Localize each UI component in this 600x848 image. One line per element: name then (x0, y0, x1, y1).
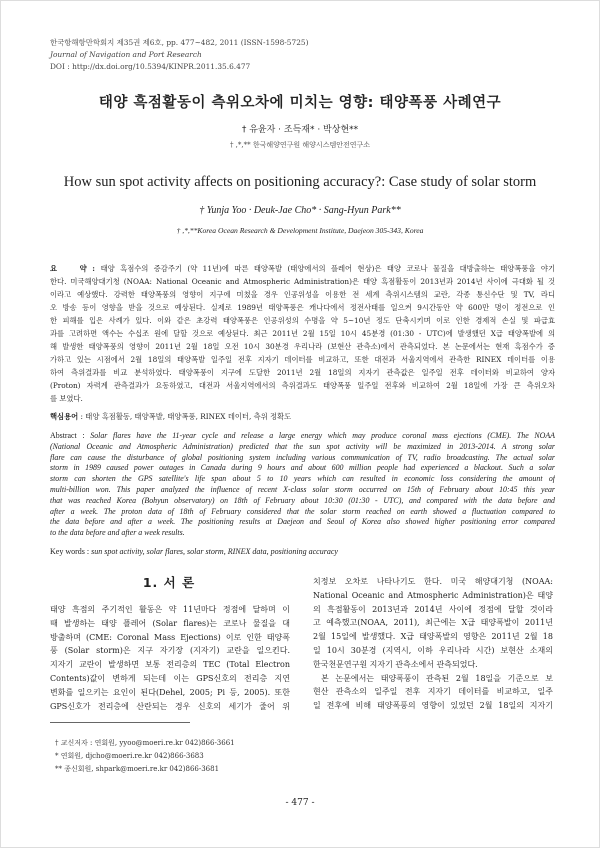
body-line: 현산 관측소의 일주일 전후 지자기 데이터를 비교하고, 일주 (313, 687, 553, 697)
journal-name-en: Journal of Navigation and Port Research (50, 50, 202, 59)
keywords-english-text: sun spot activity, solar flares, solar storm, RINEX data, positioning accuracy (91, 547, 338, 556)
affiliation-korean: † ,*,** 한국해양연구원 해양시스템안전연구소 (229, 141, 371, 149)
footnotes (55, 737, 235, 776)
authors-english: † Yunja Yoo · Deuk-Jae Cho* · Sang-Hyun Park** (199, 205, 401, 216)
abstract-line-text: storm can shorten the GPS satellite's life span about 5 to 10 years which can resulted in economic loss considering the amount of (50, 474, 555, 484)
abstract-line (50, 314, 555, 327)
affiliation-english: † ,*,**Korea Ocean Research & Development Institute, Daejeon 305-343, Korea (176, 226, 424, 235)
abstract-line (50, 463, 555, 474)
body-line: 고 예측했고(NOAA, 2011), 최근에는 X급 태양폭발이 2011년 (313, 618, 553, 628)
abstract-line (50, 442, 555, 453)
keywords-korean (50, 411, 555, 422)
body-line: 방출하며 (CME: Coronal Mass Ejections) 이로 인한 태양폭 (50, 632, 290, 642)
body-line: 2월 15일에 발생했다. X급 태양폭발의 영향은 2011년 2월 18 (313, 632, 553, 642)
abstract-line-text: 오 방송 등이 영향을 받을 것으로 예상된다. 실제로 1989년 태양폭풍은 캐나다에서 정전사태를 일으켜 9시간동안 약 600만 명이 정전으로 인 (50, 303, 555, 312)
abstract-line-text: 태양 흑점수의 증감주기 (약 11년)에 따른 태양폭발 (태양에서의 플레어 현상)은 태양 코로나 물질을 대방출하는 태양폭풍을 야기 (100, 264, 555, 273)
abstract-line-text: 를 보였다. (50, 394, 83, 403)
abstract-line-text: 한다. 미국해양대기청 (NOAA: National Oceanic and Atmospheric Administration)은 태양 흑점활동이 2013년과 2014년 사이에 극대화 될 것 (50, 277, 555, 286)
abstract-line-text: the data before and after a week. The positioning results at Daejeon and Seoul of Korea also showed higher positioning error compared (50, 517, 555, 527)
body-line: 지자기 교란이 발생하면 보통 전리층의 TEC (Total Electron (50, 660, 290, 670)
page-number: - 477 - (285, 798, 315, 808)
authors-korean: † 유윤자 · 조득재* · 박상현** (241, 125, 359, 135)
abstract-line-text: 과를 고려하면 액수는 수십조 원에 달할 것으로 예상된다. 최근 2011년 2월 15일 10시 45분경 (01:30 - UTC)에 발생했던 X급 태양폭발에 의 (50, 329, 555, 338)
abstract-line (50, 379, 555, 392)
body-column-left (50, 603, 290, 713)
abstract-line-text: (National Oceanic and Atmospheric Administration) predicted that the sun spot activity will be maximized in 2013-2014. A strong solar (50, 441, 555, 451)
abstract-line (50, 517, 555, 528)
abstract-line-text: flare can cause the disturbance of global positioning system including various communication of TV, radio broadcasting. The actual solar (50, 452, 555, 462)
abstract-english-label: Abstract : (50, 431, 91, 440)
abstract-line (50, 301, 555, 314)
body-line: National Oceanic and Atmospheric Administration)은 태양 (313, 590, 553, 600)
abstract-line-text: Solar flares have the 11-year cycle and release a large energy which may produce coronal mass ejections (CME). The NOAA (90, 431, 555, 440)
abstract-line (50, 262, 555, 275)
abstract-line-text: 하여 측위결과를 비교 분석하였다. 태양폭풍이 지구에 도달한 2011년 2월 18일의 지자기 관측값은 일주일 전후 데이터와 비교하여 양자 (50, 368, 555, 377)
footnote: ** 종신회원, shpark@moeri.re.kr 042)866-3681 (55, 765, 220, 773)
keywords-english (50, 546, 555, 557)
abstract-line (50, 275, 555, 288)
journal-citation: 한국항해항만학회지 제35권 제6호, pp. 477~482, 2011 (ISSN-1598-5725) (50, 38, 309, 47)
abstract-line (50, 474, 555, 485)
abstract-line-text: 이라고 예상했다. 강력한 태양폭풍의 영향이 지구에 미쳤을 경우 인공위성을 이용한 전 세계 측위시스템의 교란, 각종 통신수단 및 TV, 라디 (50, 290, 555, 299)
footnote: * 연회원, djcho@moeri.re.kr 042)866-3683 (55, 752, 204, 760)
abstract-line-text: (Proton) 자력계 관측결과가 요동하였고, 대전과 서울지역에서의 측위결과도 태양폭풍 일주일 전후와 비교하여 2월 18일에 가장 큰 측위오차 (50, 381, 555, 390)
journal-header (50, 37, 309, 73)
abstract-line (50, 485, 555, 496)
section-heading-introduction: 1. 서 론 (142, 575, 196, 590)
abstract-line-text: 가하고 있는 시점에서 2월 18일의 태양폭발 일주일 전후 지자기 데이터를 비교하고, 또한 대전과 서울지역에서 관측한 RINEX 데이터를 이용 (50, 355, 555, 364)
body-line: 한국천문연구원 지자기 관측소에서 관측되었다. (313, 659, 478, 669)
keywords-english-label: Key words : (50, 547, 92, 556)
body-line: 때 발생하는 태양 플레어 (Solar flares)는 코로나 물질을 대 (50, 618, 290, 628)
abstract-line (50, 392, 555, 405)
abstract-line-text: 한 피해를 입은 사례가 있다. 이와 같은 초강력 태양폭풍은 인공위성의 수명을 약 5~10년 정도 단축시키며 이로 인한 경제적 손실 및 파급효 (50, 316, 555, 325)
body-line: 의 흑점활동이 2013년과 2014년 사이에 정점에 달할 것이라 (313, 604, 553, 614)
body-line: 태양 흑점의 주기적인 활동은 약 11년마다 정점에 달하며 이 (50, 605, 290, 614)
keywords-korean-text: : 태양 흑점활동, 태양폭발, 태양폭풍, RINEX 데이터, 측위 정확도 (78, 412, 292, 421)
title-english: How sun spot activity affects on positioning accuracy?: Case study of solar storm (63, 174, 537, 190)
body-line: 풍 (Solar storm)은 지구 자기장 (지자기) 교란을 일으킨다. (50, 646, 290, 656)
abstract-line (50, 496, 555, 507)
title-korean: 태양 흑점활동이 측위오차에 미치는 영향: 태양폭풍 사례연구 (98, 95, 502, 111)
abstract-line (50, 353, 555, 366)
body-line: 일 전후에 비해 태양폭풍의 영향이 있었던 2월 18일의 지자기 (313, 701, 553, 711)
abstract-line-text: after a week. The proton data of 18th of February considered that the solar storm reached on earth showed a fluctuation compared to (50, 506, 555, 516)
body-line: GPS신호가 전리층에 산란되는 경우 신호의 세기가 줄어 위 (50, 701, 290, 711)
body-line: 일 10시 30분경 (지역시, 이하 우리나라 시간) 보현산 소재의 (313, 645, 553, 655)
keywords-korean-label: 핵심용어 (50, 412, 79, 421)
abstract-line (50, 528, 555, 539)
abstract-english (50, 431, 555, 539)
footnote: † 교신저자 : 연회원, yyoo@moeri.re.kr 042)866-3661 (55, 739, 235, 747)
body-line: 본 논문에서는 태양폭풍이 관측된 2월 18일을 기준으로 보 (321, 673, 553, 683)
abstract-line (50, 453, 555, 464)
body-line: 치정보 오차로 나타나기도 한다. 미국 해양대기청 (NOAA: (313, 577, 553, 586)
abstract-korean (50, 262, 555, 405)
abstract-line-text: 해 발생한 태양폭풍의 영향이 2011년 2월 18일 오전 10시 30분경 우리나라 (보현산 관측소)에서 관측되었다. 본 논문에서는 현재 흑점수가 증 (50, 342, 555, 351)
abstract-line-text: that was reached Korea (Bohyun observatory) on 18th of February about 10:30 (01:30 - UTC), and compared with the data before and (50, 495, 555, 505)
abstract-line-text: multi-billion won. This paper analyzed the influence of recent X-class solar storm occurred on 15th of February about 10:45 this year (50, 484, 555, 494)
abstract-line (50, 340, 555, 353)
body-line: Contents)값이 변하게 되는데 이는 GPS신호의 전리층 지연 (50, 673, 290, 683)
body-line: 변화를 일으키는 요인이 된다(Dehel, 2005; Pi 등, 2005). 또한 (50, 687, 290, 697)
footnote-divider (50, 722, 190, 723)
body-column-right (313, 575, 553, 713)
abstract-line-text: to the data before and after a week results. (50, 528, 185, 538)
doi-link[interactable]: DOI : http://dx.doi.org/10.5394/KINPR.2011.35.6.477 (50, 62, 251, 71)
abstract-line-text: storm in 1989 caused power outages in Canada during 9 hours and about 600 million people had experienced a blackout. Such a solar (50, 463, 555, 473)
abstract-line (50, 431, 555, 442)
abstract-line (50, 507, 555, 518)
abstract-line (50, 327, 555, 340)
abstract-line (50, 288, 555, 301)
abstract-line (50, 366, 555, 379)
abstract-korean-label: 요 약 : (50, 264, 101, 273)
